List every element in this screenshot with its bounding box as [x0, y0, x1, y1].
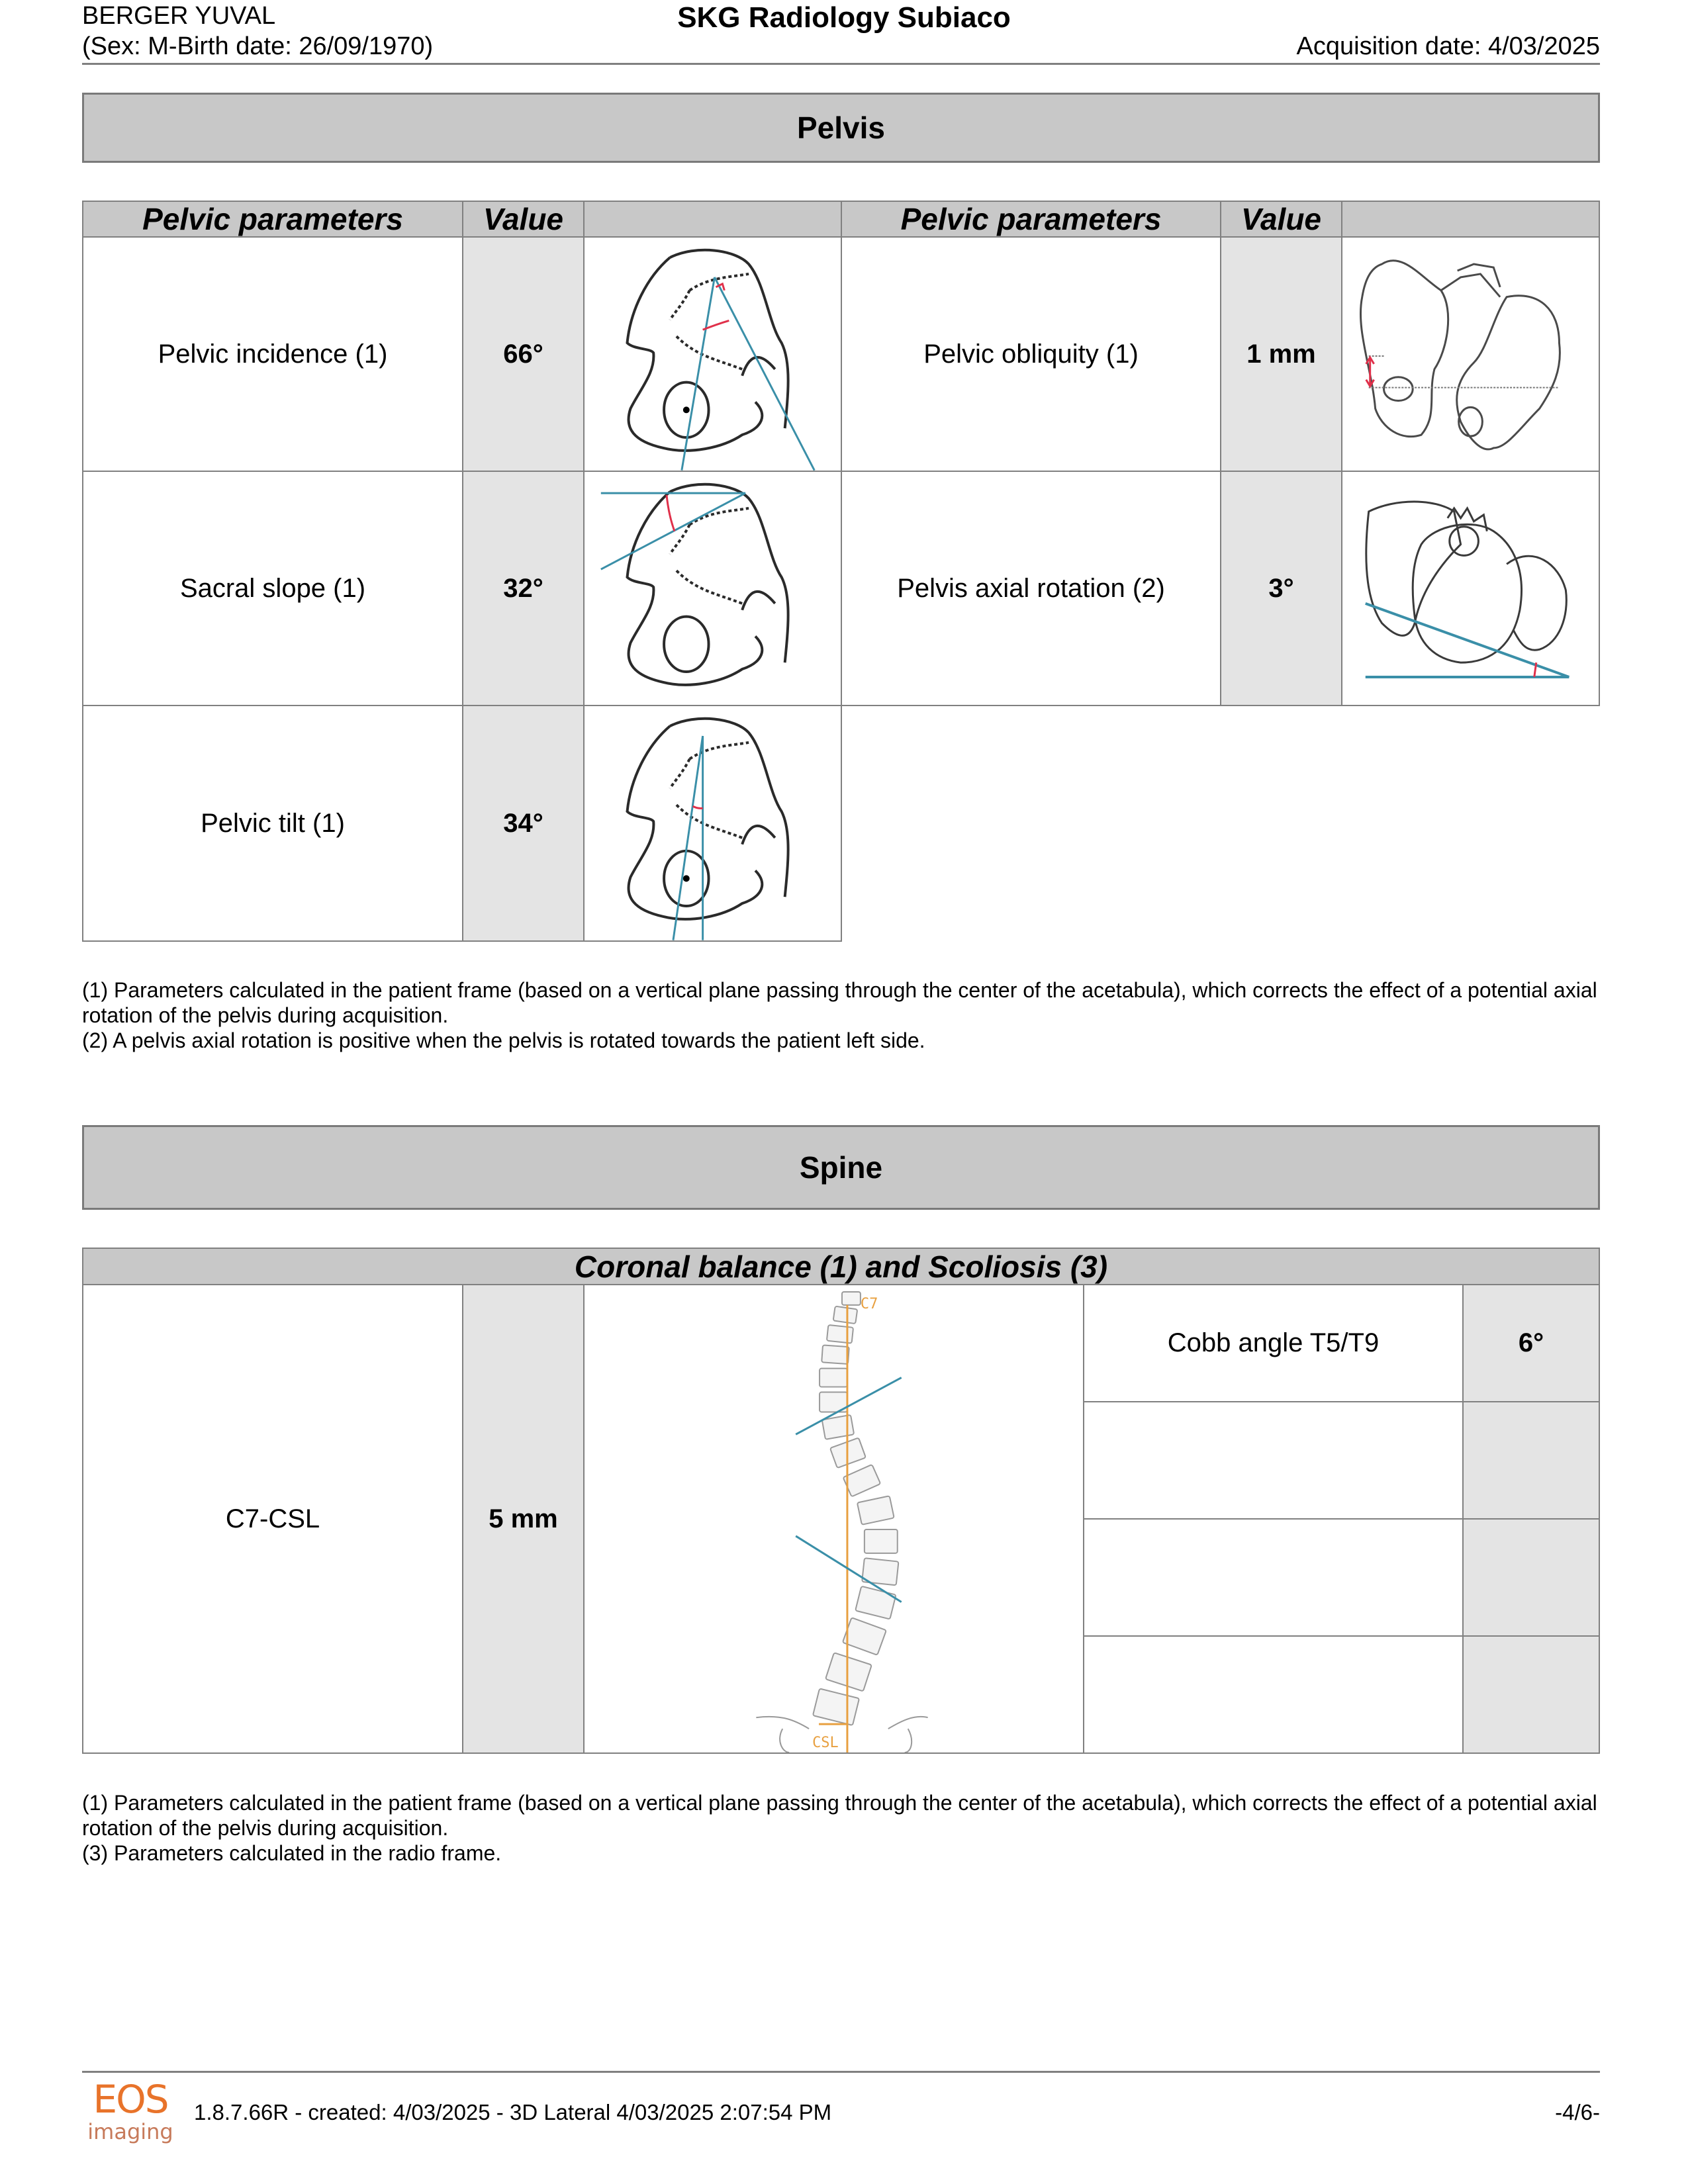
- pelvic-obliquity-diagram-icon: [1341, 236, 1600, 472]
- eos-imaging-logo-icon: [87, 2078, 173, 2144]
- coronal-scoliosis-table-title: Coronal balance (1) and Scoliosis (3): [82, 1248, 1600, 1285]
- col-header-value-left: Value: [462, 201, 585, 238]
- diagram-label-c7: C7: [860, 1295, 878, 1312]
- pelvis-section-header: [82, 93, 1600, 163]
- table-row-value: 1 mm: [1220, 236, 1342, 472]
- table-row-value: [1462, 1635, 1600, 1754]
- pelvis-section-title: Pelvis: [797, 111, 885, 145]
- coronal-balance-label: C7-CSL: [82, 1284, 463, 1754]
- spine-section-title: Spine: [799, 1150, 883, 1185]
- table-row-value: 34°: [462, 705, 585, 942]
- spine-section-header: [82, 1125, 1600, 1210]
- table-row-label: Pelvic incidence (1): [82, 236, 463, 472]
- page-number: -4/6-: [1555, 2100, 1600, 2124]
- pelvic-tilt-diagram-icon: [583, 705, 842, 942]
- spine-footnote-3: (3) Parameters calculated in the radio frame.: [82, 1841, 502, 1865]
- pelvis-footnote-1: (1) Parameters calculated in the patient frame (based on a vertical plane passing through the center of the acetabula), which corrects the effect of a potential axial rotation of the pelvis during acquisition.: [82, 978, 1597, 1027]
- table-row-value: [1462, 1401, 1600, 1520]
- table-row-label: Sacral slope (1): [82, 471, 463, 706]
- patient-info: (Sex: M-Birth date: 26/09/1970): [82, 32, 434, 60]
- footer-divider: [82, 2071, 1600, 2073]
- logo-sub-text: imaging: [87, 2119, 173, 2144]
- col-header-image-right: [1341, 201, 1600, 238]
- col-header-parameter-left: Pelvic parameters: [82, 201, 463, 238]
- spine-footnote-1: (1) Parameters calculated in the patient frame (based on a vertical plane passing through the center of the acetabula), which corrects the effect of a potential axial rotation of the pelvis during acquisition.: [82, 1791, 1597, 1840]
- col-header-image-left: [583, 201, 842, 238]
- acquisition-date: Acquisition date: 4/03/2025: [1296, 32, 1600, 60]
- pelvis-footnote-2: (2) A pelvis axial rotation is positive when the pelvis is rotated towards the patient left side.: [82, 1028, 925, 1052]
- coronal-balance-value: 5 mm: [462, 1284, 585, 1754]
- table-row-label: Pelvic tilt (1): [82, 705, 463, 942]
- clinic-title: SKG Radiology Subiaco: [677, 1, 1011, 34]
- table-row-label: [1083, 1518, 1464, 1637]
- coronal-spine-diagram-icon: [583, 1284, 1084, 1754]
- table-row-value: 66°: [462, 236, 585, 472]
- col-header-parameter-right: Pelvic parameters: [841, 201, 1221, 238]
- table-row-value: 3°: [1220, 471, 1342, 706]
- header-divider: [82, 63, 1600, 65]
- table-row-value: 32°: [462, 471, 585, 706]
- sacral-slope-diagram-icon: [583, 471, 842, 706]
- table-row-value: [1462, 1518, 1600, 1637]
- table-row-label: Pelvis axial rotation (2): [841, 471, 1221, 706]
- col-header-value-right: Value: [1220, 201, 1342, 238]
- table-row-value: 6°: [1462, 1284, 1600, 1402]
- patient-name: BERGER YUVAL: [82, 2, 276, 30]
- table-row-label: [1083, 1635, 1464, 1754]
- diagram-label-csl: CSL: [812, 1735, 839, 1752]
- pelvic-incidence-diagram-icon: [583, 236, 842, 472]
- footer-info: 1.8.7.66R - created: 4/03/2025 - 3D Lateral 4/03/2025 2:07:54 PM: [194, 2100, 832, 2124]
- pelvis-axial-rotation-diagram-icon: [1341, 471, 1600, 706]
- logo-main-text: EOS: [93, 2078, 168, 2122]
- table-row-label: Pelvic obliquity (1): [841, 236, 1221, 472]
- table-row-label: Cobb angle T5/T9: [1083, 1284, 1464, 1402]
- table-row-label: [1083, 1401, 1464, 1520]
